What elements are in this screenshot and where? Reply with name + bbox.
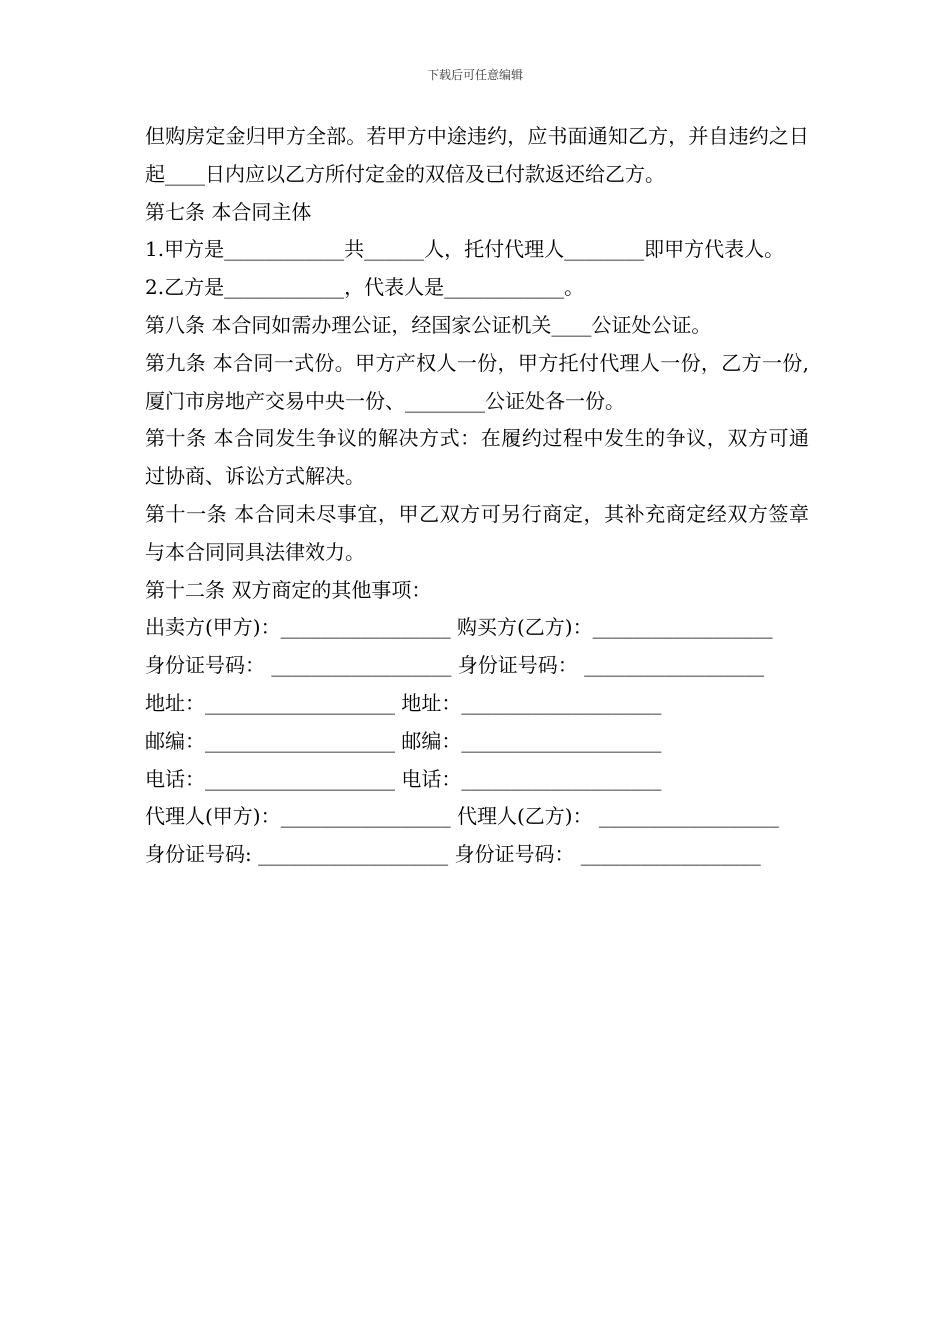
signature-line-agent-id-number: 身份证号码: ___________________ 身份证号码： __________________: [145, 842, 761, 867]
paragraph-party-a: 1.甲方是____________共______人，托付代理人________即甲方代表人。: [145, 237, 785, 262]
paragraph-article-9: 第九条 本合同一式份。甲方产权人一份，甲方托付代理人一份，乙方一份,厦门市房地产交易中央一份、________公证处各一份。: [145, 350, 809, 413]
signature-line-id-number: 身份证号码： __________________ 身份证号码： __________________: [145, 653, 765, 678]
signature-line-postcode: 邮编：___________________ 邮编：____________________: [145, 728, 662, 753]
document-body: [145, 118, 809, 874]
signature-line-agents: 代理人(甲方)：_________________ 代理人(乙方)： __________________: [145, 804, 779, 829]
signature-line-seller-buyer: 出卖方(甲方)：_________________ 购买方(乙方)：__________________: [145, 615, 773, 640]
heading-article-7: 第七条 本合同主体: [145, 199, 312, 224]
signature-line-address: 地址：___________________ 地址：____________________: [145, 690, 662, 715]
paragraph-party-b: 2.乙方是____________，代表人是____________。: [145, 275, 585, 300]
paragraph-article-10: 第十条 本合同发生争议的解决方式：在履约过程中发生的争议，双方可通过协商、诉讼方式解决。: [145, 426, 809, 489]
heading-article-12: 第十二条 双方商定的其他事项：: [145, 577, 432, 602]
page-header-note: 下载后可任意编辑: [426, 68, 523, 82]
paragraph-article-11: 第十一条 本合同未尽事宜，甲乙双方可另行商定，其补充商定经双方签章与本合同同具法律效力。: [145, 501, 809, 564]
paragraph-deposit-clause: 但购房定金归甲方全部。若甲方中途违约，应书面通知乙方，并自违约之日起____日内应以乙方所付定金的双倍及已付款返还给乙方。: [145, 124, 809, 186]
paragraph-article-8: 第八条 本合同如需办理公证，经国家公证机关____公证处公证。: [145, 312, 712, 337]
signature-line-phone: 电话：___________________ 电话：____________________: [145, 766, 662, 791]
